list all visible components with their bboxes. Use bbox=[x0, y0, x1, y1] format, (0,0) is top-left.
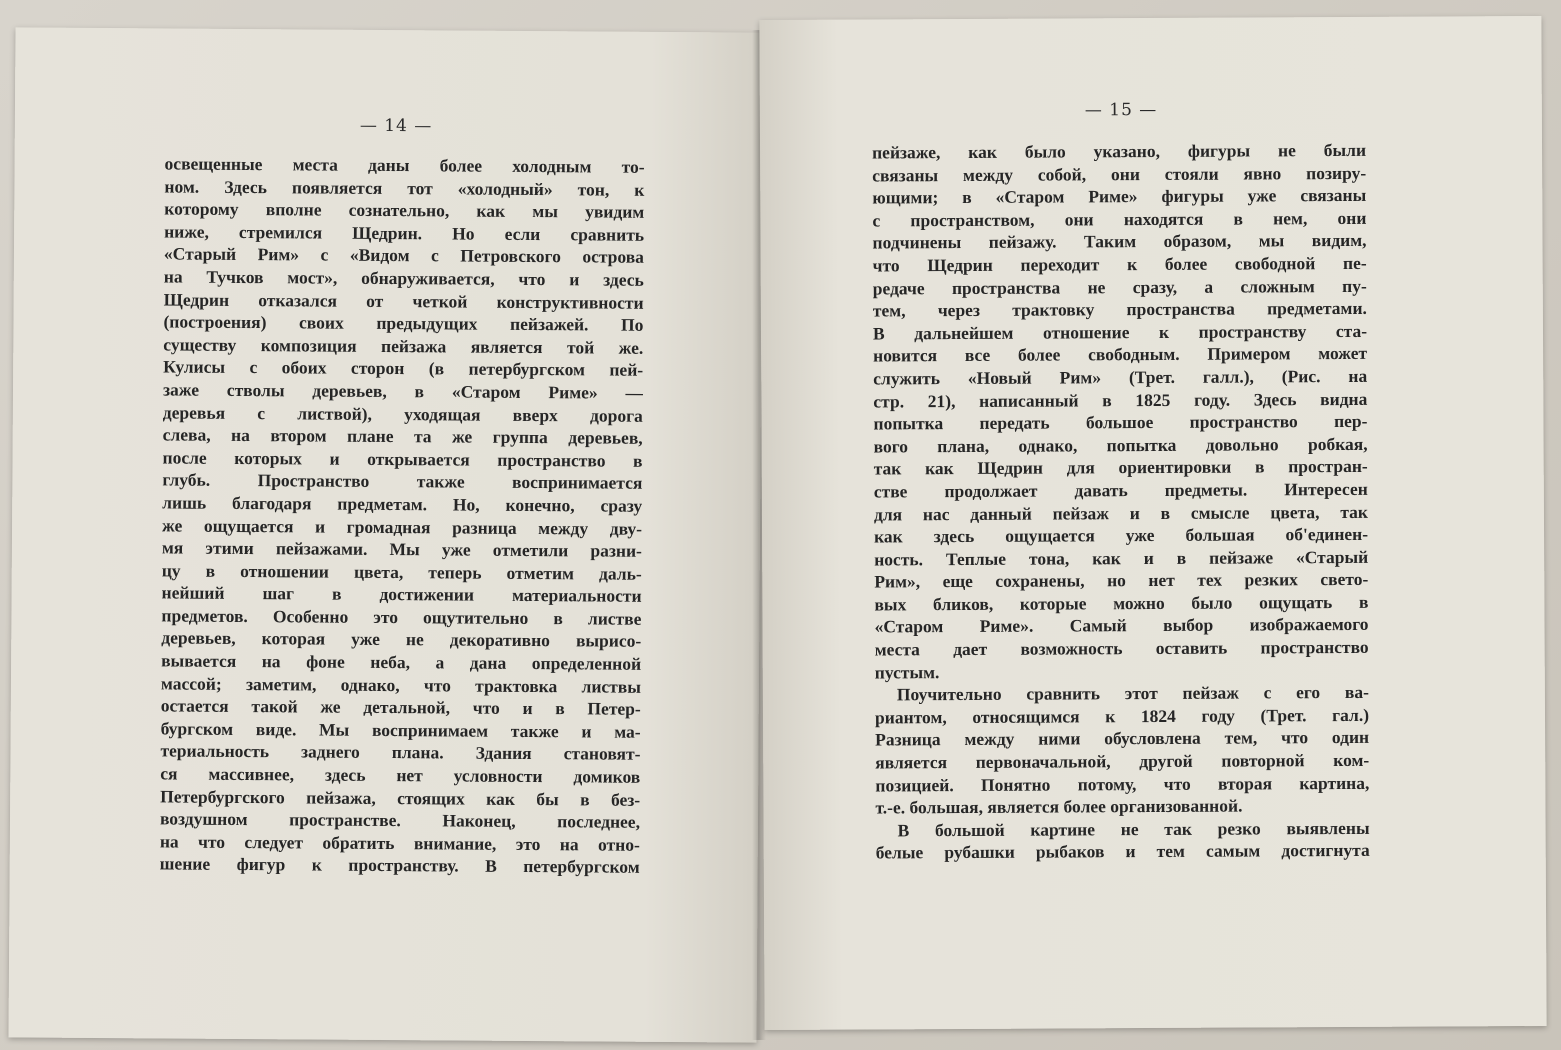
text-line: новится все более свободным. Примером может bbox=[873, 343, 1368, 366]
text-line: связаны между собой, они стояли явно позиру- bbox=[872, 162, 1367, 186]
text-line: вывается на фоне неба, а дана определенной bbox=[161, 650, 642, 674]
text-line: подчинены пейзажу. Таким образом, мы видим, bbox=[872, 230, 1367, 253]
right-page-text bbox=[872, 139, 1370, 865]
text-line: существу композиция пейзажа является той же. bbox=[163, 334, 644, 358]
text-line: так как Щедрин для ориентировки в простран- bbox=[873, 456, 1368, 479]
text-line: слева, на втором плане та же группа деревьев, bbox=[162, 424, 643, 448]
text-line: является первоначальной, другой повторной ком- bbox=[875, 749, 1370, 773]
text-line: глубь. Пространство также воспринимается bbox=[162, 469, 643, 494]
text-line: служить «Новый Рим» (Трет. галл.), (Рис. на bbox=[873, 365, 1368, 389]
text-line: «Старом Риме». Самый выбор изображаемого bbox=[874, 614, 1369, 637]
text-line: цу в отношении цвета, теперь отметим даль- bbox=[161, 560, 642, 584]
text-line: которому вполне сознательно, как мы увидим bbox=[164, 198, 645, 222]
text-line: вого плана, однако, попытка довольно робкая, bbox=[873, 433, 1368, 457]
text-line: предметов. Особенно это ощутительно в листве bbox=[161, 605, 642, 629]
text-line: нейший шаг в достижении материальности bbox=[161, 582, 642, 607]
text-line: Кулисы с обоих сторон (в петербургском пей- bbox=[163, 356, 644, 381]
text-line: бургском виде. Мы воспринимаем также и ма- bbox=[160, 718, 641, 742]
text-line: лишь благодаря предметам. Но, конечно, сразу bbox=[162, 492, 643, 516]
left-page bbox=[8, 27, 763, 1042]
text-line: мя этими пейзажами. Мы уже отметили разни- bbox=[161, 537, 642, 561]
text-line: пейзаже, как было указано, фигуры не были bbox=[872, 139, 1367, 163]
text-line: после которых и открывается пространство в bbox=[162, 447, 643, 471]
text-line: заже стволы деревьев, в «Старом Риме» — bbox=[162, 379, 644, 403]
text-line: ность. Теплые тона, как и в пейзаже «Старый bbox=[874, 546, 1369, 570]
text-line: редаче пространства не сразу, а сложным пу- bbox=[872, 275, 1367, 299]
page-number-right: — 15 — bbox=[1084, 99, 1158, 121]
text-line: Петербургского пейзажа, стоящих как бы в без- bbox=[160, 786, 641, 810]
text-line: В дальнейшем отношение к пространству ста- bbox=[872, 320, 1368, 344]
text-line: пустым. bbox=[874, 661, 940, 683]
text-line: Поучительно сравнить этот пейзаж с его ва- bbox=[896, 682, 1369, 705]
text-line: места дает возможность оставить пространство bbox=[874, 636, 1369, 660]
text-line: т.-е. большая, является более организованной. bbox=[875, 795, 1243, 818]
text-line: вых бликов, которые можно было ощущать в bbox=[874, 591, 1369, 615]
left-page-text bbox=[160, 152, 645, 878]
text-line: тем, через трактовку пространства предметами. bbox=[872, 298, 1367, 321]
text-line: (построения) своих предыдущих пейзажей. По bbox=[163, 311, 644, 335]
text-line: Щедрин отказался от четкой конструктивности bbox=[163, 289, 644, 313]
text-line: Разница между ними обусловлена тем, что один bbox=[875, 727, 1370, 750]
text-line: с пространством, они находятся в нем, они bbox=[872, 207, 1367, 231]
text-line: на Тучков мост», обнаруживается, что и здесь bbox=[163, 266, 644, 290]
text-line: деревья с листвой), уходящая вверх дорога bbox=[162, 401, 643, 426]
text-line: освещенные места даны более холодным то- bbox=[164, 153, 645, 177]
text-line: воздушном пространстве. Наконец, последнее, bbox=[159, 808, 641, 832]
text-line: белые рубашки рыбаков и тем самым достигнута bbox=[875, 840, 1370, 863]
text-line: на что следует обратить внимание, это на отно- bbox=[159, 831, 640, 855]
text-line: ниже, стремился Щедрин. Но если сравнить bbox=[164, 221, 645, 245]
text-line: позицией. Понятно потому, что вторая картина, bbox=[875, 772, 1370, 796]
text-line: шение фигур к пространству. В петербургском bbox=[159, 853, 640, 878]
text-line: ся массивнее, здесь нет условности домиков bbox=[160, 763, 641, 787]
text-line: остается такой же детальной, что и в Петер- bbox=[160, 695, 641, 720]
text-line: риантом, относящимся к 1824 году (Трет. гал.) bbox=[874, 704, 1370, 728]
text-line: ном. Здесь появляется тот «холодный» тон, к bbox=[164, 176, 645, 200]
text-line: попытка передать большое пространство пер- bbox=[873, 411, 1368, 434]
text-line: «Старый Рим» с «Видом с Петровского острова bbox=[163, 243, 645, 268]
text-line: В большой картине не так резко выявлены bbox=[897, 817, 1370, 841]
text-line: же ощущается и громадная разница между дву- bbox=[161, 514, 643, 539]
text-line: стве продолжает давать предметы. Интересен bbox=[873, 478, 1368, 502]
text-line: массой; заметим, однако, что трактовка листвы bbox=[160, 673, 642, 697]
right-page bbox=[759, 16, 1546, 1030]
text-line: Рим», еще сохранены, но нет тех резких свето- bbox=[874, 569, 1369, 592]
text-line: что Щедрин переходит к более свободной пе- bbox=[872, 252, 1367, 276]
text-line: для нас данный пейзаж и в смысле цвета, так bbox=[873, 501, 1368, 524]
text-line: деревьев, которая уже не декоративно вырисо- bbox=[161, 627, 642, 652]
text-line: ющими; в «Старом Риме» фигуры уже связаны bbox=[872, 185, 1367, 208]
text-line: териальность заднего плана. Здания становят- bbox=[160, 740, 641, 765]
page-number-left: — 14 — bbox=[359, 115, 433, 137]
text-line: стр. 21), написанный в 1825 году. Здесь видна bbox=[873, 388, 1368, 411]
text-line: как здесь ощущается уже большая об'единен- bbox=[874, 523, 1369, 547]
